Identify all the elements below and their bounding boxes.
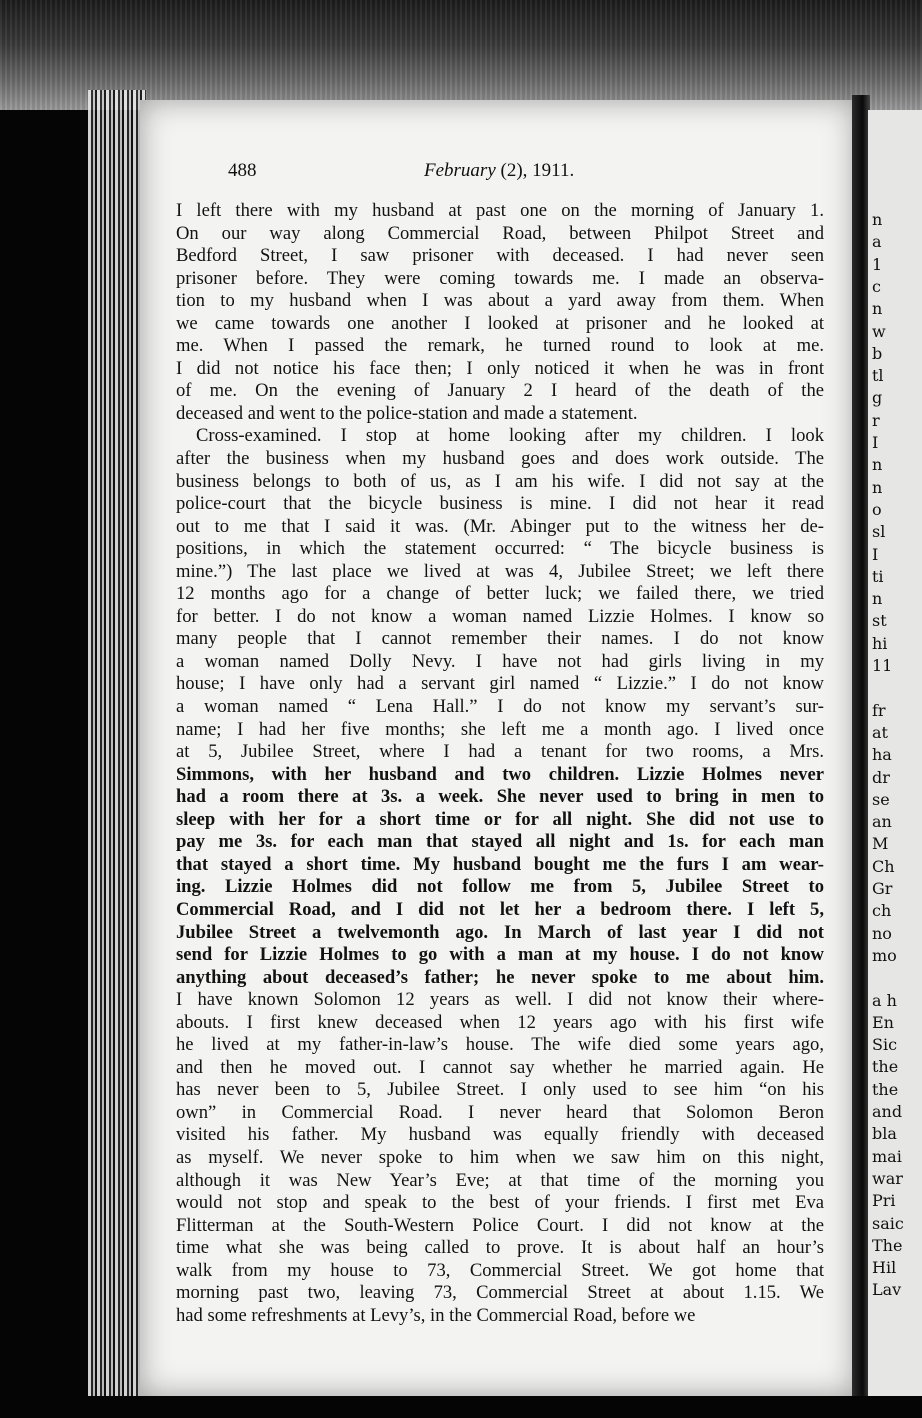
facing-page-text: dr — [872, 767, 890, 787]
text-line: Jubilee Street a twelvemonth ago. In March of last year I did not — [176, 921, 824, 943]
text-line: visited his father. My husband was equally friendly with deceased — [176, 1124, 824, 1146]
text-line: sleep with her for a short time or for all night. She did not use to — [176, 808, 824, 830]
facing-page-text: ti — [872, 566, 884, 586]
facing-page-text: Pri — [872, 1191, 896, 1211]
facing-page-text: En — [872, 1012, 894, 1032]
facing-page-text: mo — [872, 945, 897, 965]
facing-page-text: w — [872, 321, 886, 341]
facing-page-text: war — [872, 1168, 903, 1188]
text-line: Flitterman at the South-Western Police Court. I did not know at the — [176, 1214, 824, 1236]
text-line: time what she was being called to prove. It is about half an hour’s — [176, 1237, 824, 1259]
facing-page-text: Lav — [872, 1280, 902, 1300]
facing-page-text: n — [872, 455, 883, 475]
facing-page-text: bla — [872, 1124, 897, 1144]
text-line: business belongs to both of us, as I am his wife. I did not say at the — [176, 470, 824, 492]
text-line: positions, in which the statement occurred: “ The bicycle business is — [176, 538, 824, 560]
facing-page-text: I — [872, 544, 879, 564]
text-line: On our way along Commercial Road, between Philpot Street and — [176, 222, 824, 244]
facing-page-text: 1 — [872, 254, 883, 274]
body-text — [176, 200, 824, 1327]
text-line: Cross-examined. I stop at home looking after my children. I look — [196, 425, 824, 447]
facing-page-text: Gr — [872, 879, 893, 898]
text-line: Bedford Street, I saw prisoner with deceased. I had never seen — [176, 245, 824, 267]
facing-page-text: n — [872, 589, 883, 609]
facing-page-text: c — [872, 276, 881, 296]
facing-page-text: st — [872, 611, 887, 631]
page-edges — [88, 90, 146, 1400]
facing-page-text: Sic — [872, 1035, 898, 1055]
text-line: he lived at my father-in-law’s house. The wife died some years ago, — [176, 1034, 824, 1056]
facing-page-text: r — [872, 410, 880, 430]
facing-page-text: M — [872, 834, 889, 854]
facing-page-text: n — [872, 477, 883, 497]
facing-page-text: The — [872, 1235, 903, 1255]
text-line: had a room there at 3s. a week. She never used to bring in men to — [176, 786, 824, 808]
text-line: at 5, Jubilee Street, where I had a tenant for two rooms, a Mrs. — [176, 741, 824, 763]
text-line: Simmons, with her husband and two children. Lizzie Holmes never — [176, 763, 824, 785]
facing-page-text: b — [872, 343, 883, 363]
text-line: walk from my house to 73, Commercial Street. We got home that — [176, 1259, 824, 1281]
facing-page-text: the — [872, 1057, 899, 1077]
text-line: send for Lizzie Holmes to go with a man at my house. I do not know — [176, 944, 824, 966]
scan-bottom-edge — [0, 1396, 922, 1418]
text-line: 12 months ago for a change of better luck; we failed there, we tried — [176, 583, 824, 605]
running-title-month: February — [424, 160, 496, 181]
facing-page-text: I — [872, 433, 879, 452]
text-line: for better. I do not know a woman named Lizzie Holmes. I know so — [176, 605, 824, 627]
facing-page-fragment — [868, 110, 922, 1400]
facing-page-text: mai — [872, 1146, 902, 1166]
facing-page-text: n — [872, 299, 883, 319]
text-line: and then he moved out. I cannot say whether he married again. He — [176, 1056, 824, 1078]
text-line: Commercial Road, and I did not let her a bedroom there. I left 5, — [176, 898, 824, 920]
text-line: prisoner before. They were coming towards me. I made an observa- — [176, 267, 824, 289]
text-line: I have known Solomon 12 years as well. I did not know their where- — [176, 989, 824, 1011]
facing-page-text: 11 — [872, 656, 893, 675]
facing-page-text: an — [872, 812, 892, 832]
facing-page-text: sl — [872, 522, 886, 542]
text-line: tion to my husband when I was about a yard away from them. When — [176, 290, 824, 312]
facing-page-text: se — [872, 789, 890, 809]
facing-page-text: the — [872, 1079, 899, 1099]
text-line: many people that I cannot remember their names. I do not know — [176, 628, 824, 650]
facing-page-text: Hil — [872, 1258, 897, 1278]
text-line: we came towards one another I looked at prisoner and he looked at — [176, 312, 824, 334]
facing-page-text: and — [872, 1102, 903, 1121]
facing-page-text: o — [872, 499, 882, 519]
text-line: name; I had her five months; she left me a month ago. I lived once — [176, 718, 824, 740]
facing-page-text: saic — [872, 1213, 904, 1233]
text-line: mine.”) The last place we lived at was 4, Jubilee Street; we left there — [176, 560, 824, 582]
text-line: me. When I passed the remark, he turned round to look at me. — [176, 335, 824, 357]
text-line: morning past two, leaving 73, Commercial Street at about 1.15. We — [176, 1282, 824, 1304]
facing-page-text: g — [872, 388, 883, 408]
text-line: that stayed a short time. My husband bought me the furs I am wear- — [176, 853, 824, 875]
text-line: house; I have only had a servant girl named “ Lizzie.” I do not know — [176, 673, 824, 695]
facing-page-text: tl — [872, 366, 884, 386]
facing-page-text: no — [872, 923, 892, 943]
text-line: a woman named Dolly Nevy. I have not had girls living in my — [176, 650, 824, 672]
facing-page-text: hi — [872, 633, 888, 653]
text-line: had some refreshments at Levy’s, in the Commercial Road, before we — [176, 1304, 696, 1326]
text-line: police-court that the bicycle business is mine. I did not hear it read — [176, 493, 824, 515]
running-title — [424, 160, 574, 182]
facing-page-text: a — [872, 232, 882, 252]
text-line: although it was New Year’s Eve; at that time of the morning you — [176, 1169, 824, 1191]
text-line: after the business when my husband goes and does work outside. The — [176, 448, 824, 470]
text-line: abouts. I first knew deceased when 12 years ago with his first wife — [176, 1011, 824, 1033]
page-header — [228, 160, 828, 186]
facing-page-text: ha — [872, 745, 892, 765]
text-line: has never been to 5, Jubilee Street. I only used to see him “on his — [176, 1079, 824, 1101]
text-line: ing. Lizzie Holmes did not follow me from 5, Jubilee Street to — [176, 876, 824, 898]
facing-page-text: n — [872, 210, 883, 229]
text-line: I left there with my husband at past one on the morning of January 1. — [176, 200, 824, 221]
text-line: own” in Commercial Road. I never heard that Solomon Beron — [176, 1101, 824, 1123]
text-line: out to me that I said it was. (Mr. Abinger put to the witness her de- — [176, 515, 824, 537]
facing-page-text: Ch — [872, 856, 895, 876]
facing-page-text: ch — [872, 901, 892, 921]
text-line: of me. On the evening of January 2 I heard of the death of the — [176, 380, 824, 402]
text-line: as myself. We never spoke to him when we saw him on this night, — [176, 1146, 824, 1168]
text-line: anything about deceased’s father; he never spoke to me about him. — [176, 966, 824, 988]
facing-page-text: fr — [872, 700, 886, 720]
facing-page-text: at — [872, 722, 888, 742]
text-line: I did not notice his face then; I only noticed it when he was in front — [176, 357, 824, 379]
text-line: a woman named “ Lena Hall.” I do not know my servant’s sur- — [176, 696, 824, 718]
text-line: pay me 3s. for each man that stayed all night and 1s. for each man — [176, 831, 824, 853]
text-line: deceased and went to the police-station and made a statement. — [176, 402, 638, 424]
text-line: would not stop and speak to the best of your friends. I first met Eva — [176, 1192, 824, 1214]
running-title-date: (2), 1911. — [495, 160, 575, 181]
page-number: 488 — [228, 160, 257, 181]
facing-page-text: a h — [872, 990, 897, 1010]
